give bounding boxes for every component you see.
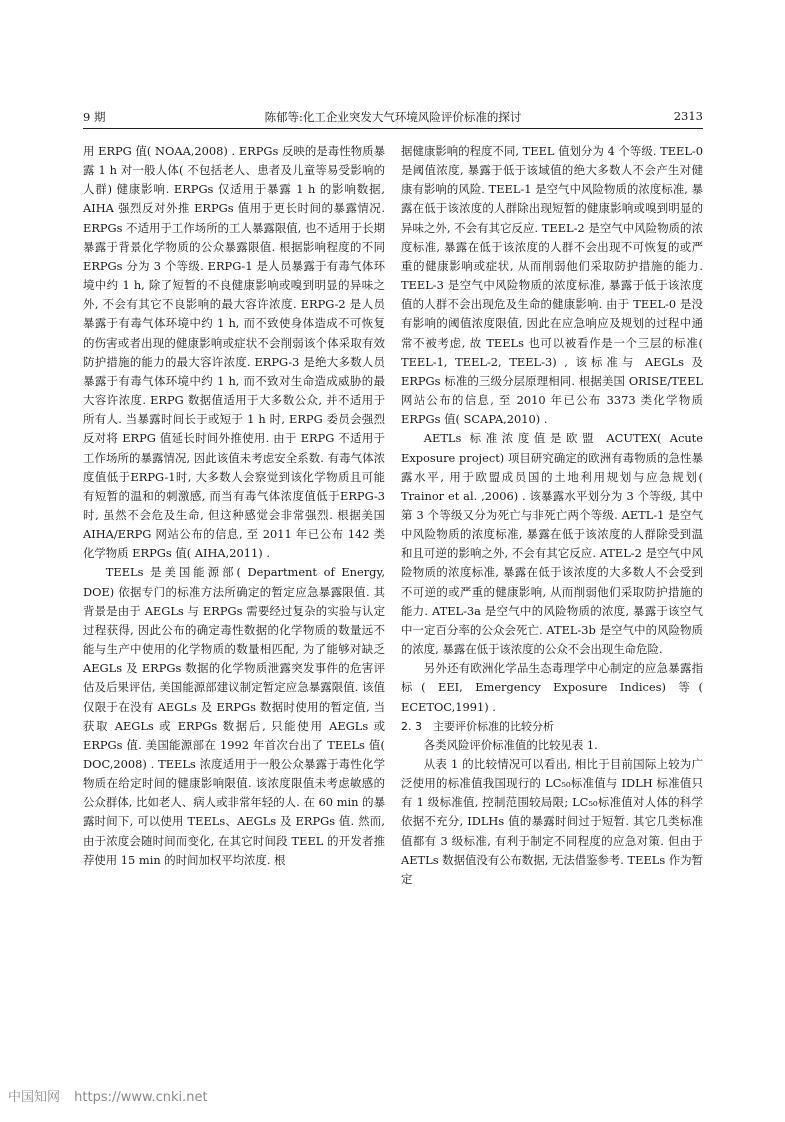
cnki-url[interactable]: https://www.cnki.net xyxy=(74,1090,208,1105)
paragraph: 用 ERPG 值( NOAA,2008) . ERPGs 反映的是毒性物质暴露 1 h 对一般人体( 不包括老人、患者及儿童等易受影响的人群) 健康影响. ERPGs 仅适用于暴露 1 h 的影响数据, AIHA 强烈反对外推 ERPGs 值用于更长时间的暴露情况. ERPGs 不适用于工作场所的工人暴露限值, 也不适用于长期暴露于背景化学物质的公众暴露限值. 根据影响程度的不同 ERPGs 分为 3 个等级. ERPG-1 是人员暴露于有毒气体环境中约 1 h, 除了短暂的不良健康影响或嗅到明显的异味之外, 不会有其它不良影响的最大容许浓度. ERPG-2 是人员暴露于有毒气体环境中约 1 h, 而不致使身体造成不可恢复的伤害或者出现的健康影响或症状不会削弱该个体采取有效防护措施的能力的最大容许浓度. ERPG-3 是绝大多数人员暴露于有毒气体环境中约 1 h, 而不致对生命造成威胁的最大容许浓度. ERPG 数据值适用于大多数公众, 并不适用于所有人. 当暴露时间长于或短于 1 h 时, ERPG 委员会强烈反对将 ERPG 值延长时间外推使用. 由于 ERPG 不适用于工作场所的暴露情况, 因此该值未考虑安全系数. 有毒气体浓度值低于ERPG-1时, 大多数人会察觉到该化学物质且可能有短暂的温和的刺激感, 而当有毒气体浓度值低于ERPG-3时, 虽然不会危及生命, 但这种感觉会非常强烈. 根据美国 AIHA/ERPG 网站公布的信息, 至 2011 年已公布 142 类化学物质 ERPGs 值( AIHA,2011) . xyxy=(83,144,385,561)
paragraph: TEELs 是美国能源部( Department of Energy, DOE) 依据专门的标准方法所确定的暂定应急暴露限值. 其背景是由于 AEGLs 与 ERPGs 需要经过复杂的实验与认定过程获得, 因此公布的确定毒性数据的化学物质的数量远不能与生产中使用的化学物质的数量相匹配, 为了能够对缺乏 AEGLs 及 ERPGs 数据的化学物质泄露突发事件的危害评估及后果评估, 美国能源部建议制定暂定应急暴露限值. 该值仅限于在没有 AEGLs 及 ERPGs 数据时使用的暂定值, 当获取 AEGLs 或 ERPGs 数据后, 只能使用 AEGLs 或 ERPGs 值. 美国能源部在 1992 年首次台出了 TEELs 值( DOC,2008) . TEELs 浓度适用于一般公众暴露于毒性化学物质在给定时间的健康影响限值. 该浓度限值未考虑敏感的公众群体, 比如老人、病人或非常年轻的人. 在 60 min 的暴露时间下, 可以使用 TEELs、AEGLs 及 ERPGs 值. 然而, 由于浓度会随时间而变化, 在其它时间段 TEEL 的开发者推荐使用 15 min 的时间加权平均浓度. 根 xyxy=(83,565,385,867)
header-rule xyxy=(83,128,703,129)
right-column xyxy=(401,142,703,889)
cnki-logo-text: 中国知网 xyxy=(8,1090,61,1105)
page-number: 2313 xyxy=(673,109,703,123)
paragraph: 从表 1 的比较情况可以看出, 相比于目前国际上较为广泛使用的标准值我国现行的 LC₅₀标准值与 IDLH 标准值只有 1 级标准值, 控制范围较局限; LC₅₀标准值对人体的科学依据不充分, IDLHs 值的暴露时间过于短暂. 其它几类标准值都有 3 级标准, 有利于制定不同程度的应急对策. 但由于 AETLs 数据值没有公布数据, 无法借鉴参考. TEELs 作为暂定 xyxy=(401,757,703,886)
issue-label: 9 期 xyxy=(83,110,106,124)
paragraph: 另外还有欧洲化学品生态毒理学中心制定的应急暴露指标( EEI, Emergency Exposure Indices) 等( ECETOC,1991) . xyxy=(401,661,703,714)
watermark-footer xyxy=(8,1086,208,1105)
paragraph: AETLs 标准浓度值是欧盟 ACUTEX( Acute Exposure project) 项目研究确定的欧洲有毒物质的急性暴露水平, 用于欧盟成员国的土地利用规划与应急规划( Trainor et al. ,2006) . 该暴露水平划分为 3 个等级, 其中第 3 个等级又分为死亡与非死亡两个等级. AETL-1 是空气中风险物质的浓度标准, 暴露在低于该浓度的人群除受到温和且可逆的影响之外, 不会有其它反应. ATEL-2 是空气中风险物质的浓度标准, 暴露在低于该浓度的大多数人不会受到不可逆的或严重的健康影响, 从而削弱他们采取防护措施的能力. ATEL-3a 是空气中的风险物质的浓度, 暴露于该空气中一定百分率的公众会死亡. ATEL-3b 是空气中的风险物质的浓度, 暴露在低于该浓度的公众不会出现生命危险. xyxy=(401,431,703,657)
left-column xyxy=(83,142,385,870)
section-heading: 2. 3 主要评价标准的比较分析 xyxy=(401,719,554,733)
paragraph: 据健康影响的程度不同, TEEL 值划分为 4 个等级. TEEL-0 是阈值浓度, 暴露于低于该域值的绝大多数人不会产生对健康有影响的风险. TEEL-1 是空气中风险物质的浓度标准, 暴露在低于该浓度的人群除出现短暂的健康影响或嗅到明显的异味之外, 不会有其它反应. TEEL-2 是空气中风险物质的浓度标准, 暴露在低于该浓度的人群不会出现不可恢复的或严重的健康影响或症状, 从而削弱他们采取防护措施的能力. TEEL-3 是空气中风险物质的浓度标准, 暴露于低于该浓度值的人群不会出现危及生命的健康影响. 由于 TEEL-0 是没有影响的阈值浓度限值, 因此在应急响应及规划的过程中通常不被考虑, 故 TEELs 也可以被看作是一个三层的标准( TEEL-1, TEEL-2, TEEL-3) , 该标准与 AEGLs 及 ERPGs 标准的三级分层原理相同. 根据美国 ORISE/TEEL 网站公布的信息, 至 2010 年已公布 3373 类化学物质 ERPGs 值( SCAPA,2010) . xyxy=(401,144,703,427)
paragraph: 各类风险评价标准值的比较见表 1. xyxy=(423,737,598,752)
running-title: 陈郁等:化工企业突发大气环境风险评价标准的探讨 xyxy=(264,110,522,124)
running-header xyxy=(83,109,703,127)
